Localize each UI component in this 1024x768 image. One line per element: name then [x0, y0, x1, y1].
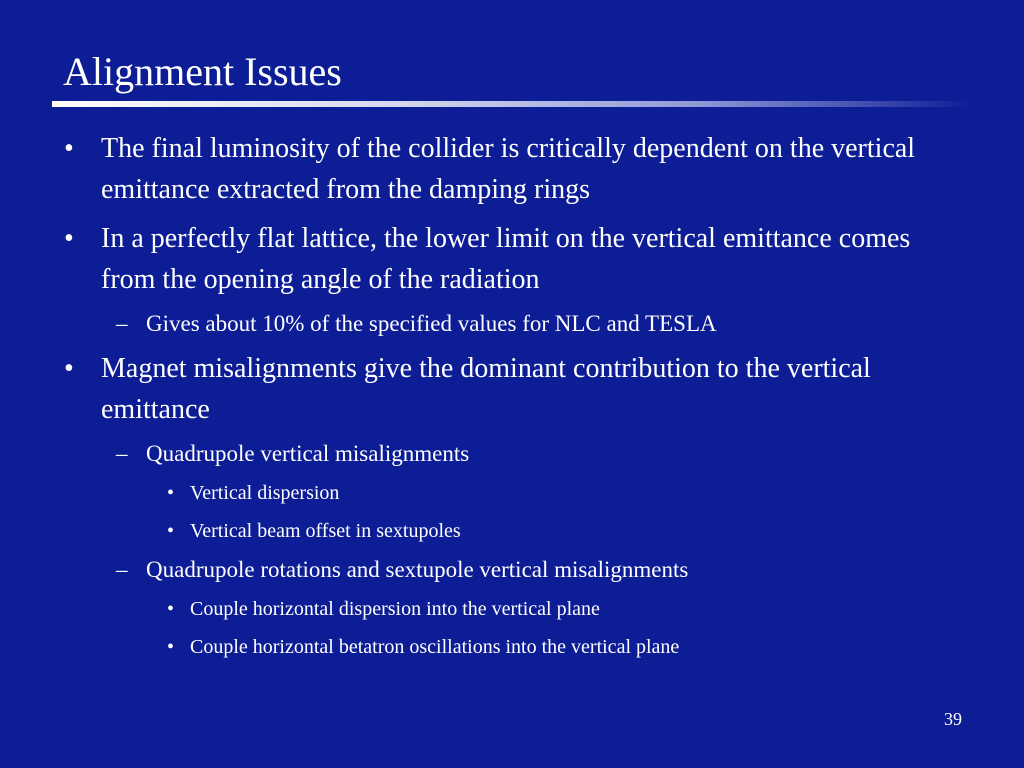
- sub-bullet-item: [0, 308, 1024, 340]
- bullet-text: Magnet misalignments give the dominant contribution to the vertical emittance: [101, 353, 871, 425]
- small-bullet-marker: •: [167, 482, 175, 504]
- small-bullet-marker: •: [167, 636, 175, 658]
- small-bullet-marker: •: [167, 598, 175, 620]
- title-divider: [52, 101, 974, 107]
- dash-marker: –: [116, 557, 128, 582]
- sub-sub-bullet-text: Couple horizontal dispersion into the vertical plane: [190, 598, 600, 620]
- sub-sub-bullet-item: [0, 478, 1024, 508]
- sub-bullet-item: [0, 438, 1024, 470]
- bullet-text: In a perfectly flat lattice, the lower limit on the vertical emittance comes from the opening angle of the radiation: [101, 223, 911, 295]
- bullet-marker: •: [64, 133, 74, 164]
- sub-sub-bullet-text: Vertical dispersion: [190, 482, 340, 504]
- bullet-item: [0, 348, 1024, 430]
- bullet-text: The final luminosity of the collider is critically dependent on the vertical emittance extracted from the damping rings: [101, 133, 916, 205]
- dash-marker: –: [116, 311, 128, 336]
- bullet-item: [0, 128, 1024, 210]
- sub-sub-bullet-text: Vertical beam offset in sextupoles: [190, 520, 461, 542]
- sub-sub-bullet-item: [0, 594, 1024, 624]
- sub-sub-bullet-text: Couple horizontal betatron oscillations into the vertical plane: [190, 636, 680, 658]
- small-bullet-marker: •: [167, 520, 175, 542]
- sub-sub-bullet-item: [0, 516, 1024, 546]
- bullet-marker: •: [64, 223, 74, 254]
- sub-bullet-item: [0, 554, 1024, 586]
- sub-bullet-text: Gives about 10% of the specified values for NLC and TESLA: [146, 311, 717, 336]
- sub-bullet-text: Quadrupole vertical misalignments: [146, 441, 470, 466]
- slide-title: Alignment Issues: [63, 49, 342, 94]
- bullet-marker: •: [64, 353, 74, 384]
- slide-content: [0, 128, 1024, 670]
- dash-marker: –: [116, 441, 128, 466]
- bullet-item: [0, 218, 1024, 300]
- sub-sub-bullet-item: [0, 632, 1024, 662]
- sub-bullet-text: Quadrupole rotations and sextupole vertical misalignments: [146, 557, 689, 582]
- slide-number: 39: [944, 709, 962, 729]
